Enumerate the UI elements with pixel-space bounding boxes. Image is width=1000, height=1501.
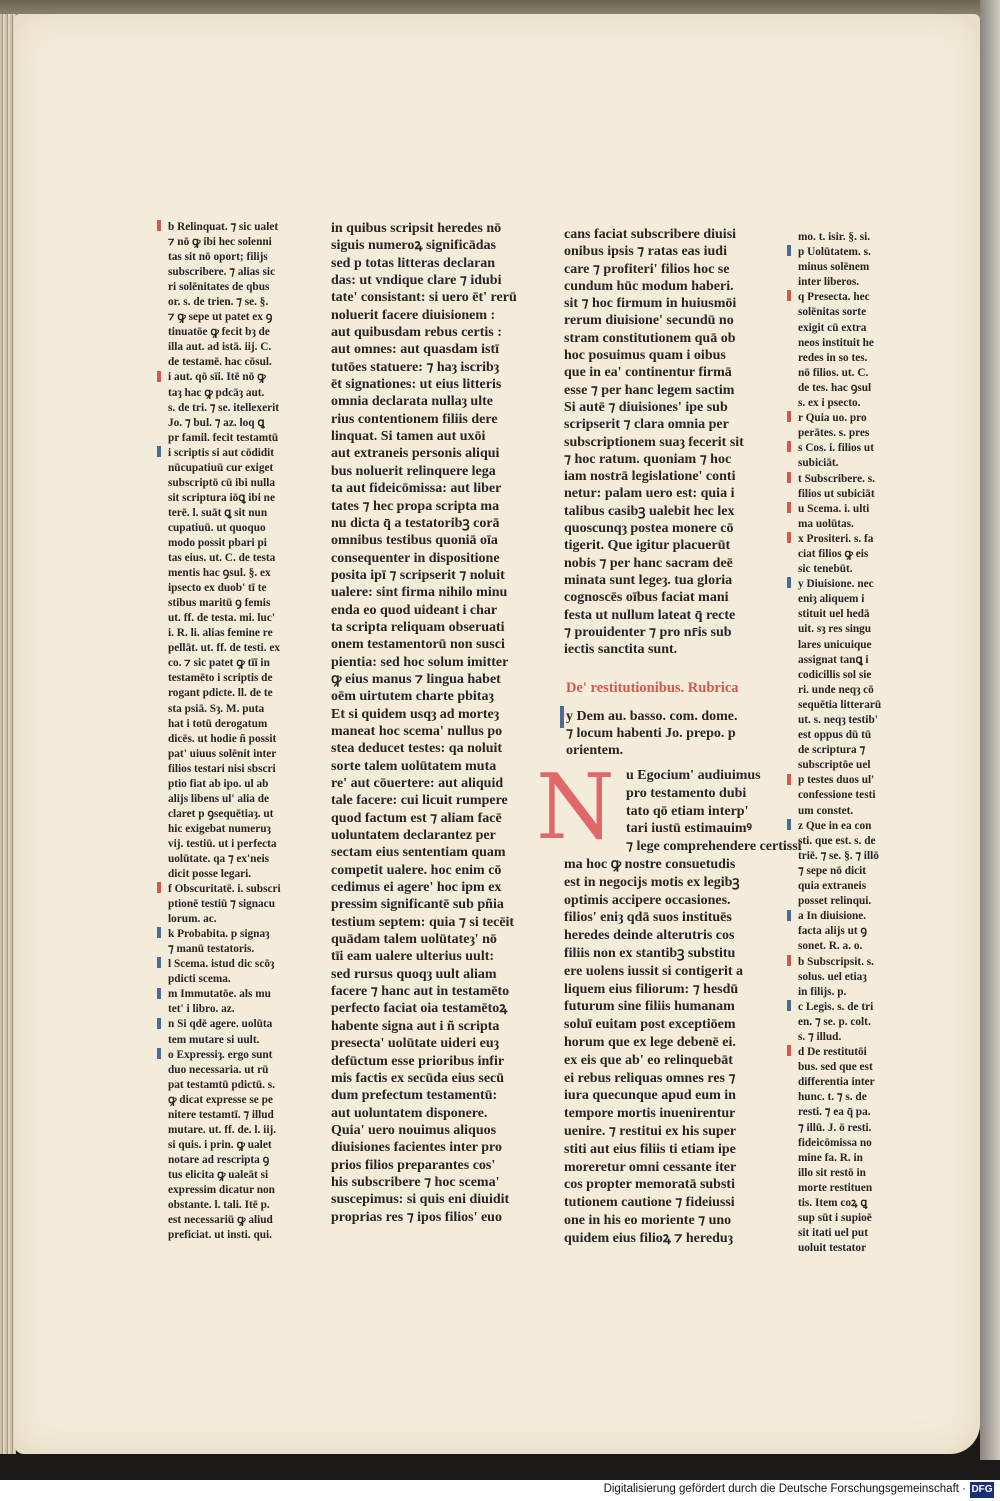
text-line: rerum diuisione' secundū no (564, 313, 734, 329)
text-line: competit ualere. hoc enim cō (331, 862, 502, 878)
text-line: ere uolens iussit si contigerit a (564, 963, 744, 979)
text-line: filios' eniȝ qdā suos instituēs (564, 910, 732, 926)
text-line: ma hoc ꝙ nostre consuetudis (564, 856, 736, 872)
text-line: dum prefectum testamentū: (331, 1088, 498, 1104)
text-line: differentia inter (798, 1076, 875, 1089)
rubric-heading: De' restitutionibus. Rubrica (566, 680, 739, 696)
text-line: ei rebus reliquas omnes res ⁊ (564, 1070, 736, 1086)
text-line: redes in so tes. (798, 351, 868, 364)
text-line: b Relinquat. ⁊ sic ualet (168, 221, 279, 233)
text-line: cundum hūc modum haberi. (564, 278, 734, 294)
text-line: ptionē testiū ⁊ signacu (168, 898, 275, 911)
text-line: cans faciat subscribere diuisi (564, 227, 737, 242)
text-line: nobis ⁊ per hanc sacram deē (564, 555, 733, 571)
paragraph-mark-icon (787, 290, 793, 305)
text-line: hic exigebat numeruȝ (168, 822, 271, 835)
text-line: bus noluerit relinquere lega (331, 463, 496, 479)
text-line: enda eo quod uideant i char (331, 602, 498, 618)
paragraph-mark-icon (787, 411, 793, 426)
text-line: stibus maritū ꝯ femis (168, 597, 271, 610)
text-line: y Dem au. basso. com. dome. (566, 709, 738, 724)
text-line: expressim dicatur non (168, 1184, 275, 1196)
text-line: tigerit. Que igitur placuerūt (564, 538, 731, 554)
text-line: subscriptionem suaȝ fecerit sit (564, 434, 744, 450)
text-line: terē. l. suāt ꝗ sit nun (168, 506, 268, 519)
text-line: filios ut subiciāt (798, 487, 875, 500)
text-line: Quia' uero nouimus aliquos (331, 1122, 497, 1138)
text-line: esse ⁊ per hanc legem sactim (564, 382, 735, 398)
text-line: ipsecto ex duob' tī te (168, 582, 267, 595)
text-line: en. ⁊ se. p. colt. (798, 1015, 871, 1028)
text-line: ri. unde neqȝ cō (798, 683, 874, 696)
text-line: iectis sanctita sunt. (564, 642, 678, 658)
footer-bar (0, 1480, 1000, 1501)
law-text-paragraph (564, 767, 802, 1248)
text-line: sit itati uel put (798, 1227, 868, 1240)
text-line: co. ⁊ sic patet ꝙ tīī in (168, 657, 270, 670)
text-line: minata sunt legeȝ. tua gloria (564, 572, 733, 588)
text-line: subiciāt. (798, 457, 839, 470)
text-line: cupatiuū. ut quoquo (168, 521, 266, 534)
text-line: oēm uirtutem charte pbitaȝ (331, 689, 494, 705)
paragraph-mark-icon (787, 502, 793, 517)
text-line: obstante. l. tali. Itē p. (168, 1199, 270, 1212)
text-line: ri solēnitates de qbus (168, 281, 270, 294)
text-line: morte restituen (798, 1181, 873, 1194)
text-line: est oppus dū tū (798, 729, 872, 742)
text-line: duo necessaria. ut rū (168, 1063, 269, 1076)
commentary-column-right (798, 230, 881, 1256)
text-line: s. ⁊ illud. (798, 1030, 842, 1043)
text-line: que in ea' continentur firmā (564, 365, 732, 381)
paragraph-mark-icon (787, 1045, 793, 1060)
text-line: posita ipī ⁊ scripserit ⁊ noluit (331, 567, 505, 583)
text-line: mis factis ex secūda eius secū (331, 1070, 505, 1086)
dfg-logo: DFG (970, 1482, 994, 1498)
text-line: onem testamentorū non susci (331, 637, 505, 653)
text-line: q Presecta. hec (798, 291, 870, 304)
text-line: notare ad rescripta ꝯ (168, 1153, 270, 1166)
text-line: pdicti scema. (168, 973, 231, 986)
text-line: dicēs. ut hodie ñ possit (168, 732, 277, 745)
text-line: solēnitas sorte (798, 306, 867, 319)
text-line: prios filios preparantes cos' (331, 1157, 496, 1173)
text-line: talibus casibꝫ ualebit hec lex (564, 503, 735, 519)
text-line: fideicōmissa no (798, 1136, 872, 1149)
text-line: rogant pdicte. ll. de te (168, 687, 273, 700)
text-line: tinuatōe ꝙ fecit bȝ de (168, 326, 270, 339)
text-line: Et si quidem usqȝ ad morteȝ (331, 706, 499, 722)
text-line: si quis. i prin. ꝙ ualet (168, 1138, 272, 1151)
text-line: quoscunqȝ postea monere cō (564, 521, 734, 537)
main-text-column-2 (564, 226, 744, 658)
footer-credit: Digitalisierung gefördert durch die Deutsche Forschungsgemeinschaft · (603, 1483, 966, 1495)
text-line: f Obscuritatē. i. subscri (168, 883, 281, 896)
text-line: stituit uel hedā (798, 608, 870, 621)
text-line: tet' i libro. az. (168, 1003, 235, 1016)
text-line: tate' consistant: si uero ēt' rerū (331, 290, 517, 306)
text-line: solus. uel etiaȝ (798, 970, 867, 983)
text-line: quod factum est ⁊ aliam facē (331, 810, 502, 826)
text-line: tates ⁊ hec propa scripta ma (331, 498, 500, 514)
text-line: habente signa aut i ñ scripta (331, 1018, 500, 1034)
main-text-column-1 (331, 220, 517, 1226)
text-line: uoluit testator (798, 1242, 867, 1255)
paragraph-mark-icon (787, 910, 793, 925)
text-line: festa ut nullum lateat q̄ recte (564, 607, 736, 623)
text-line: aut omnes: aut quasdam istī (331, 342, 500, 358)
text-line: defūctum esse prioribus infir (331, 1053, 505, 1069)
text-line: horum que ex lege debenē ei. (564, 1034, 736, 1050)
paragraph-mark-icon (157, 882, 163, 897)
text-line: scripserit ⁊ clara omnia per (564, 417, 729, 433)
text-line: subscriptōe uel (798, 759, 871, 772)
text-line: maneat hoc scema' nullus po (331, 723, 503, 739)
text-line: diuisiones facientes inter pro (331, 1140, 502, 1156)
text-line: u Egocium' audiuimus (626, 768, 761, 783)
text-line: ꝙ dicat expresse se pe (168, 1093, 273, 1106)
text-line: b Subscripsit. s. (798, 955, 874, 968)
text-line: omnia declarata nullaȝ ulte (331, 394, 493, 410)
text-line: tutōes statuere: ⁊ haȝ iscribȝ (331, 359, 500, 375)
text-line: consequenter in dispositione (331, 550, 500, 566)
text-line: illa aut. ad istā. iij. C. (168, 341, 272, 354)
text-line: ut. s. neqȝ testib' (798, 714, 878, 726)
text-line: sic tenebūt. (798, 563, 853, 576)
text-line: est necessariū ꝙ aliud (168, 1214, 273, 1227)
text-line: hunc. t. ⁊ s. de (798, 1091, 867, 1104)
text-line: or. s. de trien. ⁊ se. §. (168, 296, 269, 309)
text-line: sectam eius sententiam quam (331, 845, 506, 861)
text-line: triē. ⁊ se. §. ⁊ illō (798, 849, 879, 862)
text-line: inter liberos. (798, 276, 860, 289)
paragraph-mark-icon (157, 957, 163, 972)
text-line: sit scriptura iōꝗ ibi ne (168, 491, 275, 504)
text-line: tari iustū estimauimꝰ (626, 821, 752, 837)
text-line: neos instituit he (798, 336, 874, 349)
text-line: ⁊ locum habenti Jo. prepo. p (566, 726, 736, 741)
text-line: soluī euitam post exceptiōem (564, 1017, 736, 1033)
text-line: de scriptura ⁊ (798, 744, 866, 757)
text-line: ualere: sint firma nihilo minu (331, 585, 508, 601)
text-line: stram constitutionem quā ob (564, 330, 736, 346)
text-line: tas sit nō oport; filijs (168, 251, 268, 264)
text-line: quidem eius filioꝝ ⁊ hereduȝ (564, 1230, 733, 1246)
text-line: aut uoluntatem disponere. (331, 1105, 488, 1121)
text-line: iura quecunque apud eum in (564, 1088, 736, 1104)
text-line: de testamē. hac cōsul. (168, 356, 272, 369)
text-line: t Subscribere. s. (798, 472, 875, 485)
text-line: ⁊ prouidenter ⁊ pro nr̄is sub (564, 624, 732, 640)
text-line: proprias res ⁊ ipos filios' euo (331, 1209, 502, 1225)
text-line: bus. sed que est (798, 1061, 873, 1074)
paragraph-mark-icon (787, 819, 793, 834)
text-line: pressim significantē sub pñia (331, 897, 504, 913)
text-line: his subscribere ⁊ hoc scema' (331, 1174, 500, 1190)
text-line: filiis non ex stantibꝫ substitu (564, 945, 736, 961)
text-line: exigit cū extra (798, 321, 867, 334)
text-line: ⁊ lege comprehendere certissi (626, 839, 802, 855)
text-line: mine fa. R. in (798, 1151, 863, 1164)
paragraph-mark-icon (787, 1000, 793, 1015)
text-line: uit. sȝ res singu (798, 623, 872, 636)
text-line: das: ut vndique clare ⁊ idubi (331, 273, 502, 289)
text-line: uenire. ⁊ restitui ex his super (564, 1123, 737, 1139)
text-line: nitere testamtī. ⁊ illud (168, 1108, 274, 1121)
text-line: aut extraneis personis aliqui (331, 446, 500, 462)
text-line: minus solēnem (798, 261, 870, 274)
text-line: Jo. ⁊ bul. ⁊ az. loq ꝗ (168, 416, 265, 429)
text-line: testamēto i scriptis de (168, 672, 273, 685)
text-line: liquem eius filiorum: ⁊ hesdū (564, 981, 739, 997)
summary-paragraph (566, 708, 738, 759)
text-line: in filijs. p. (798, 985, 847, 998)
text-line: preficiat. ut insti. qui. (168, 1229, 272, 1242)
text-line: a In diuisione. (798, 910, 867, 923)
text-line: futurum sine filiis humanam (564, 999, 735, 1015)
paragraph-mark-icon (787, 245, 793, 260)
text-line: sonet. R. a. o. (798, 940, 863, 953)
blue-initial-mark (560, 706, 564, 728)
paragraph-mark-icon (157, 446, 163, 461)
paragraph-mark-icon (787, 441, 793, 456)
commentary-column-left (168, 220, 281, 1243)
text-line: est in negocijs motis ex legibꝫ (564, 874, 740, 890)
text-line: dicit posse legari. (168, 868, 252, 881)
red-initial-letter: N (536, 755, 615, 860)
text-line: nu dicta q̄ a testatoribꝫ corā (331, 515, 500, 531)
text-line: ⁊ illū. J. ō resti. (798, 1121, 872, 1134)
text-line: ⁊ sepe nō dicit (798, 864, 867, 877)
text-line: pellāt. ut. ff. de testi. ex (168, 642, 281, 655)
paragraph-mark-icon (787, 955, 793, 970)
paragraph-mark-icon (157, 220, 163, 235)
text-line: omnibus testibus quoniā oīa (331, 533, 498, 549)
text-line: care ⁊ profiteri' filios hoc se (564, 261, 730, 277)
text-line: mutare. ut. ff. de. l. iij. (168, 1123, 277, 1136)
text-line: mo. t. isir. §. si. (798, 231, 871, 243)
text-line: m Immutatōe. als mu (168, 988, 271, 1001)
text-line: claret p ꝯsequētiaȝ. ut (168, 807, 274, 820)
text-line: k Probabita. p signaȝ (168, 928, 270, 941)
text-line: tis. Item coꝝ ꝗ (798, 1197, 868, 1209)
text-line: linquat. Si tamen aut uxōi (331, 429, 486, 445)
text-line: uolūtate. qa ⁊ ex'neis (168, 852, 270, 865)
paragraph-mark-icon (157, 1048, 163, 1063)
text-line: stiti aut eius filiis ti etiam ipe (564, 1141, 736, 1157)
text-line: onibus ipsis ⁊ ratas eas iudi (564, 244, 727, 260)
text-line: p testes duos ul' (798, 774, 875, 787)
text-line: subscribere. ⁊ alias sic (168, 266, 276, 279)
text-line: ⁊ hoc ratum. quoniam ⁊ hoc (564, 451, 732, 467)
text-line: u Scema. i. ulti (798, 502, 870, 515)
text-line: resti. ⁊ ea q̄ pa. (798, 1106, 871, 1119)
text-line: r Quia uo. pro (798, 412, 867, 425)
text-line: rius contentionem filiis dere (331, 411, 498, 427)
text-line: optimis accipere occasiones. (564, 892, 731, 908)
text-line: o Expressiȝ. ergo sunt (168, 1048, 273, 1061)
text-line: um constet. (798, 804, 854, 817)
text-line: perfecto faciat oia testamētoꝝ (331, 1001, 508, 1017)
text-line: hat i totū derogatum (168, 717, 268, 730)
text-line: sorte talem uolūtatem muta (331, 758, 497, 774)
text-line: y Diuisione. nec (798, 578, 874, 591)
text-line: tīi eam ualere ulterius uult: (331, 949, 495, 965)
text-line: sta psiā. Sȝ. M. puta (168, 702, 265, 715)
text-line: ⁊ nō ꝙ ibi hec solenni (168, 236, 272, 249)
text-line: nūcupatiuū cur exiget (168, 461, 274, 474)
text-line: in quibus scripsit heredes nō (331, 221, 502, 236)
text-line: n Si qdē agere. uolūta (168, 1018, 273, 1031)
text-line: sti. que est. s. de (798, 834, 876, 847)
text-line: ⁊ ꝙ sepe ut patet ex ꝯ (168, 311, 273, 324)
text-line: sup sūt i supioē (798, 1212, 872, 1225)
text-line: pr famil. fecit testamtū (168, 431, 279, 444)
text-line: facere ⁊ hanc aut in testamēto (331, 984, 510, 1000)
text-line: perātes. s. pres (798, 427, 870, 440)
text-line: sed rursus quoqȝ uult aliam (331, 966, 497, 982)
text-line: z Que in ea con (798, 819, 872, 832)
text-line: s. de tri. ⁊ se. itellexerit (168, 401, 280, 414)
text-line: tale facere: cui licuit rumpere (331, 793, 508, 809)
paragraph-mark-icon (787, 774, 793, 789)
text-line: filios testari nisi sbscri (168, 762, 276, 775)
text-line: ta aut fideicōmissa: aut liber (331, 481, 502, 497)
text-line: moreretur omni cessante iter (564, 1159, 737, 1175)
text-line: ciat filios ꝙ eis (798, 547, 869, 560)
text-line: pientia: sed hoc solum imitter (331, 654, 509, 670)
text-line: d De restitutōi (798, 1046, 867, 1059)
text-line: ut. ff. de testa. mi. luc' (168, 612, 275, 625)
text-line: Si autē ⁊ diuisiones' ipe sub (564, 399, 728, 415)
text-line: re' aut cōuertere: aut aliquid (331, 776, 504, 791)
facing-page-edge (980, 0, 1000, 1460)
text-line: subscriptō cū ibi nulla (168, 476, 276, 489)
text-line: taȝ hac ꝙ pdcāȝ aut. (168, 386, 265, 399)
text-line: hoc posuimus quam i oibus (564, 348, 726, 364)
text-line: noluerit facere diuisionem : (331, 307, 496, 323)
text-line: assignat tanꝗ i (798, 653, 869, 666)
text-line: sit ⁊ hoc firmum in huiusmōi (564, 296, 737, 312)
text-line: i scriptis si aut cōdidit (168, 446, 275, 459)
text-line: quādam talem uolūtateȝ' nō (331, 932, 497, 948)
text-line: quia extraneis (798, 880, 867, 893)
text-line: codicillis sol sie (798, 668, 872, 681)
text-line: cognoscēs oībus faciat mani (564, 590, 729, 606)
text-line: pro testamento dubi (626, 785, 747, 801)
paragraph-mark-icon (157, 927, 163, 942)
text-line: pat testamtū pdictū. s. (168, 1078, 276, 1091)
text-line: tempore mortis inuenirentur (564, 1106, 736, 1122)
text-line: heredes deinde alterutris cos (564, 928, 735, 944)
text-line: sed p totas litteras declaran (331, 255, 496, 271)
text-line: one in his eo moriente ⁊ uno (564, 1212, 732, 1228)
text-line: nō filios. ut. C. (798, 366, 869, 379)
text-line: de tes. hac ꝯsul (798, 381, 872, 394)
paragraph-mark-icon (787, 532, 793, 547)
text-line: netur: palam uero est: quia i (564, 486, 735, 502)
text-line: tutionem cautione ⁊ fideiussi (564, 1195, 735, 1211)
text-line: aut quibusdam rebus certis : (331, 325, 502, 341)
paragraph-mark-icon (157, 988, 163, 1003)
text-line: sequētia litterarū (798, 698, 882, 711)
text-line: facta alijs ut ꝯ (798, 925, 868, 938)
text-line: orientem. (566, 743, 624, 758)
text-line: pat' uiuus solēnit inter (168, 747, 277, 760)
text-line: i aut. qō sīi. Itē nō ꝙ (168, 371, 266, 384)
text-line: ta scripta reliquam obseruati (331, 619, 505, 635)
text-line: ꝙ eius manus ⁊ lingua habet (331, 671, 501, 687)
text-line: mentis hac ꝯsul. §. ex (168, 567, 271, 580)
text-line: vij. testiū. ut i perfecta (168, 837, 277, 850)
text-line: ma uolūtas. (798, 517, 854, 530)
text-line: uoluntatem declarantez per (331, 828, 496, 844)
text-line: s Cos. i. filios ut (798, 442, 874, 455)
text-line: lares unicuique (798, 638, 872, 651)
text-line: eniȝ aliquem i (798, 593, 865, 606)
text-line: ex eis que ab' eo relinquebāt (564, 1052, 733, 1068)
text-line: lorum. ac. (168, 913, 217, 926)
text-line: testium septem: quia ⁊ si tecēit (331, 914, 515, 930)
text-line: modo possit pbari pi (168, 536, 267, 549)
text-line: tato qō etiam interp' (626, 803, 749, 819)
text-line: l Scema. istud dic scōȝ (168, 958, 275, 971)
text-line: siguis numeroꝝ significādas (331, 238, 496, 254)
paragraph-mark-icon (157, 371, 163, 386)
text-line: ptio fiat ab ipo. ul ab (168, 777, 269, 790)
paragraph-mark-icon (157, 1018, 163, 1033)
text-line: suscepimus: si quis eni diuidit (331, 1192, 510, 1208)
text-line: c Legis. s. de tri (798, 1000, 874, 1013)
text-line: x Prositeri. s. fa (798, 532, 874, 545)
text-line: tus elicita ꝙ ualeāt si (168, 1168, 269, 1181)
text-line: i. R. li. alias femine re (168, 627, 273, 640)
paragraph-mark-icon (787, 577, 793, 592)
text-line: tas eius. ut. C. de testa (168, 552, 276, 565)
text-line: ⁊ manū testatoris. (168, 943, 255, 956)
text-line: s. ex i psecto. (798, 397, 861, 410)
text-line: confessione testi (798, 789, 876, 802)
text-line: stea deducet testes: qa noluit (331, 741, 503, 757)
text-line: illo sit restō in (798, 1166, 866, 1179)
text-line: p Uolūtatem. s. (798, 246, 871, 259)
text-line: alijs libens ul' alia de (168, 792, 270, 805)
text-line: tem mutare si uult. (168, 1033, 260, 1046)
text-line: posset relinqui. (798, 895, 872, 908)
text-line: cos propter memoratā substi (564, 1177, 735, 1193)
text-line: cedimus ei agere' hoc ipm ex (331, 880, 502, 896)
text-line: iam nostrā legislatione' conti (564, 469, 736, 485)
paragraph-mark-icon (787, 472, 793, 487)
text-line: ēt signationes: ut eius litteris (331, 377, 502, 393)
text-line: presecta' uolūtate uideri euȝ (331, 1036, 499, 1052)
